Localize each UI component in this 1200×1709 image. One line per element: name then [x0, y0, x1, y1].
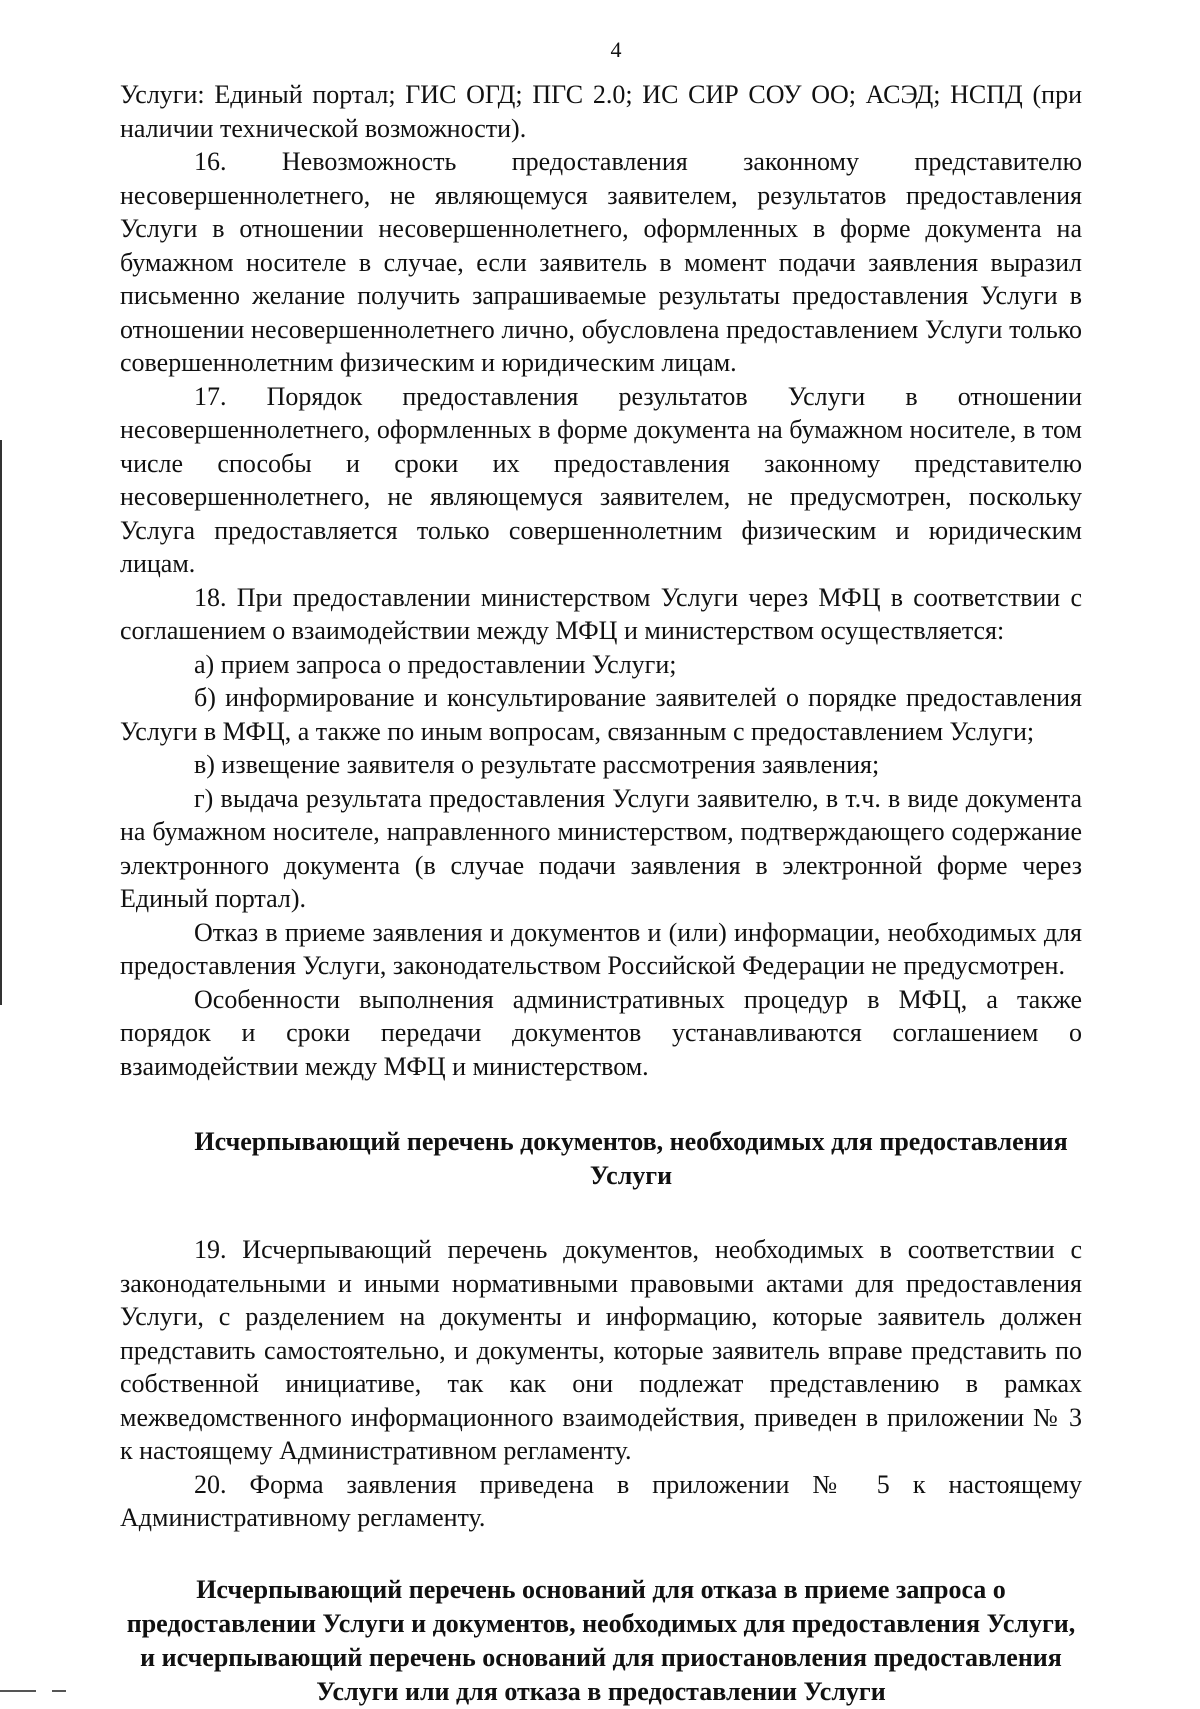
- list-item-v: в) извещение заявителя о результате рассмотрения заявления;: [194, 750, 880, 779]
- scan-edge-mark: [0, 440, 2, 1005]
- page-number: 4: [610, 37, 622, 62]
- list-item-b: б) информирование и консультирование заявителей о порядке предоставления Услуги в МФЦ, а также по иным вопросам, связанным с предоставлением Услуги;: [120, 683, 1082, 746]
- list-item-g: г) выдача результата предоставления Услуги заявителю, в т.ч. в виде документа на бумажном носителе, направленного министерством, подтверждающего содержание электронного документа (в случае подачи заявления в электронной форме через Единый портал).: [120, 783, 1082, 913]
- paragraph-16: 16. Невозможность предоставления законному представителю несовершеннолетнего, не являющемуся заявителем, результатов предоставления Услуги в отношении несовершеннолетнего, оформленных в форме документа на бумажном носителе в случае, если заявитель в момент подачи заявления выразил письменно желание получить запрашиваемые результаты предоставления Услуги в отношении несовершеннолетнего лично, обусловлена предоставлением Услуги только совершеннолетним физическим и юридическим лицам.: [120, 147, 1082, 377]
- list-item-a: а) прием запроса о предоставлении Услуги;: [194, 649, 677, 679]
- document-page: [120, 36, 1082, 1709]
- paragraph-17: 17. Порядок предоставления результатов Услуги в отношении несовершеннолетнего, оформленных в форме документа на бумажном носителе, в том числе способы и сроки их предоставления законному представителю несовершеннолетнего, не являющемуся заявителем, не предусмотрен, поскольку Услуга предоставляется только совершеннолетним физическим и юридическим лицам.: [120, 381, 1082, 578]
- scan-bottom-mark: [0, 1690, 36, 1692]
- section-heading-documents: Исчерпывающий перечень документов, необходимых для предоставления Услуги: [194, 1127, 1068, 1190]
- paragraph-refusal: Отказ в приеме заявления и документов и (или) информации, необходимых для предоставления Услуги, законодательством Российской Федерации не предусмотрен.: [120, 917, 1082, 980]
- paragraph-20: 20. Форма заявления приведена в приложении № 5 к настоящему Административному регламенту.: [120, 1469, 1082, 1532]
- scan-bottom-mark-2: [52, 1690, 66, 1692]
- paragraph-mfc-features: Особенности выполнения административных процедур в МФЦ, а также порядок и сроки передачи документов устанавливаются соглашением о взаимодействии между МФЦ и министерством.: [120, 984, 1082, 1081]
- section-heading-refusal-grounds: Исчерпывающий перечень оснований для отказа в приеме запроса о предоставлении Услуги и документов, необходимых для предоставления Услуги, и исчерпывающий перечень оснований для приостановления предоставления Услуги или для отказа в предоставлении Услуги: [126, 1574, 1076, 1706]
- paragraph-services-list: Услуги: Единый портал; ГИС ОГД; ПГС 2.0; ИС СИР СОУ ОО; АСЭД; НСПД (при наличии технической возможности).: [120, 80, 1082, 143]
- paragraph-19: 19. Исчерпывающий перечень документов, необходимых в соответствии с законодательными и иными нормативными правовыми актами для предоставления Услуги, с разделением на документы и информацию, которые заявитель должен представить самостоятельно, и документы, которые заявитель вправе представить по собственной инициативе, так как они подлежат представлению в рамках межведомственного информационного взаимодействия, приведен в приложении № 3 к настоящему Административном регламенту.: [120, 1235, 1082, 1465]
- paragraph-18: 18. При предоставлении министерством Услуги через МФЦ в соответствии с соглашением о взаимодействии между МФЦ и министерством осуществляется:: [120, 582, 1082, 645]
